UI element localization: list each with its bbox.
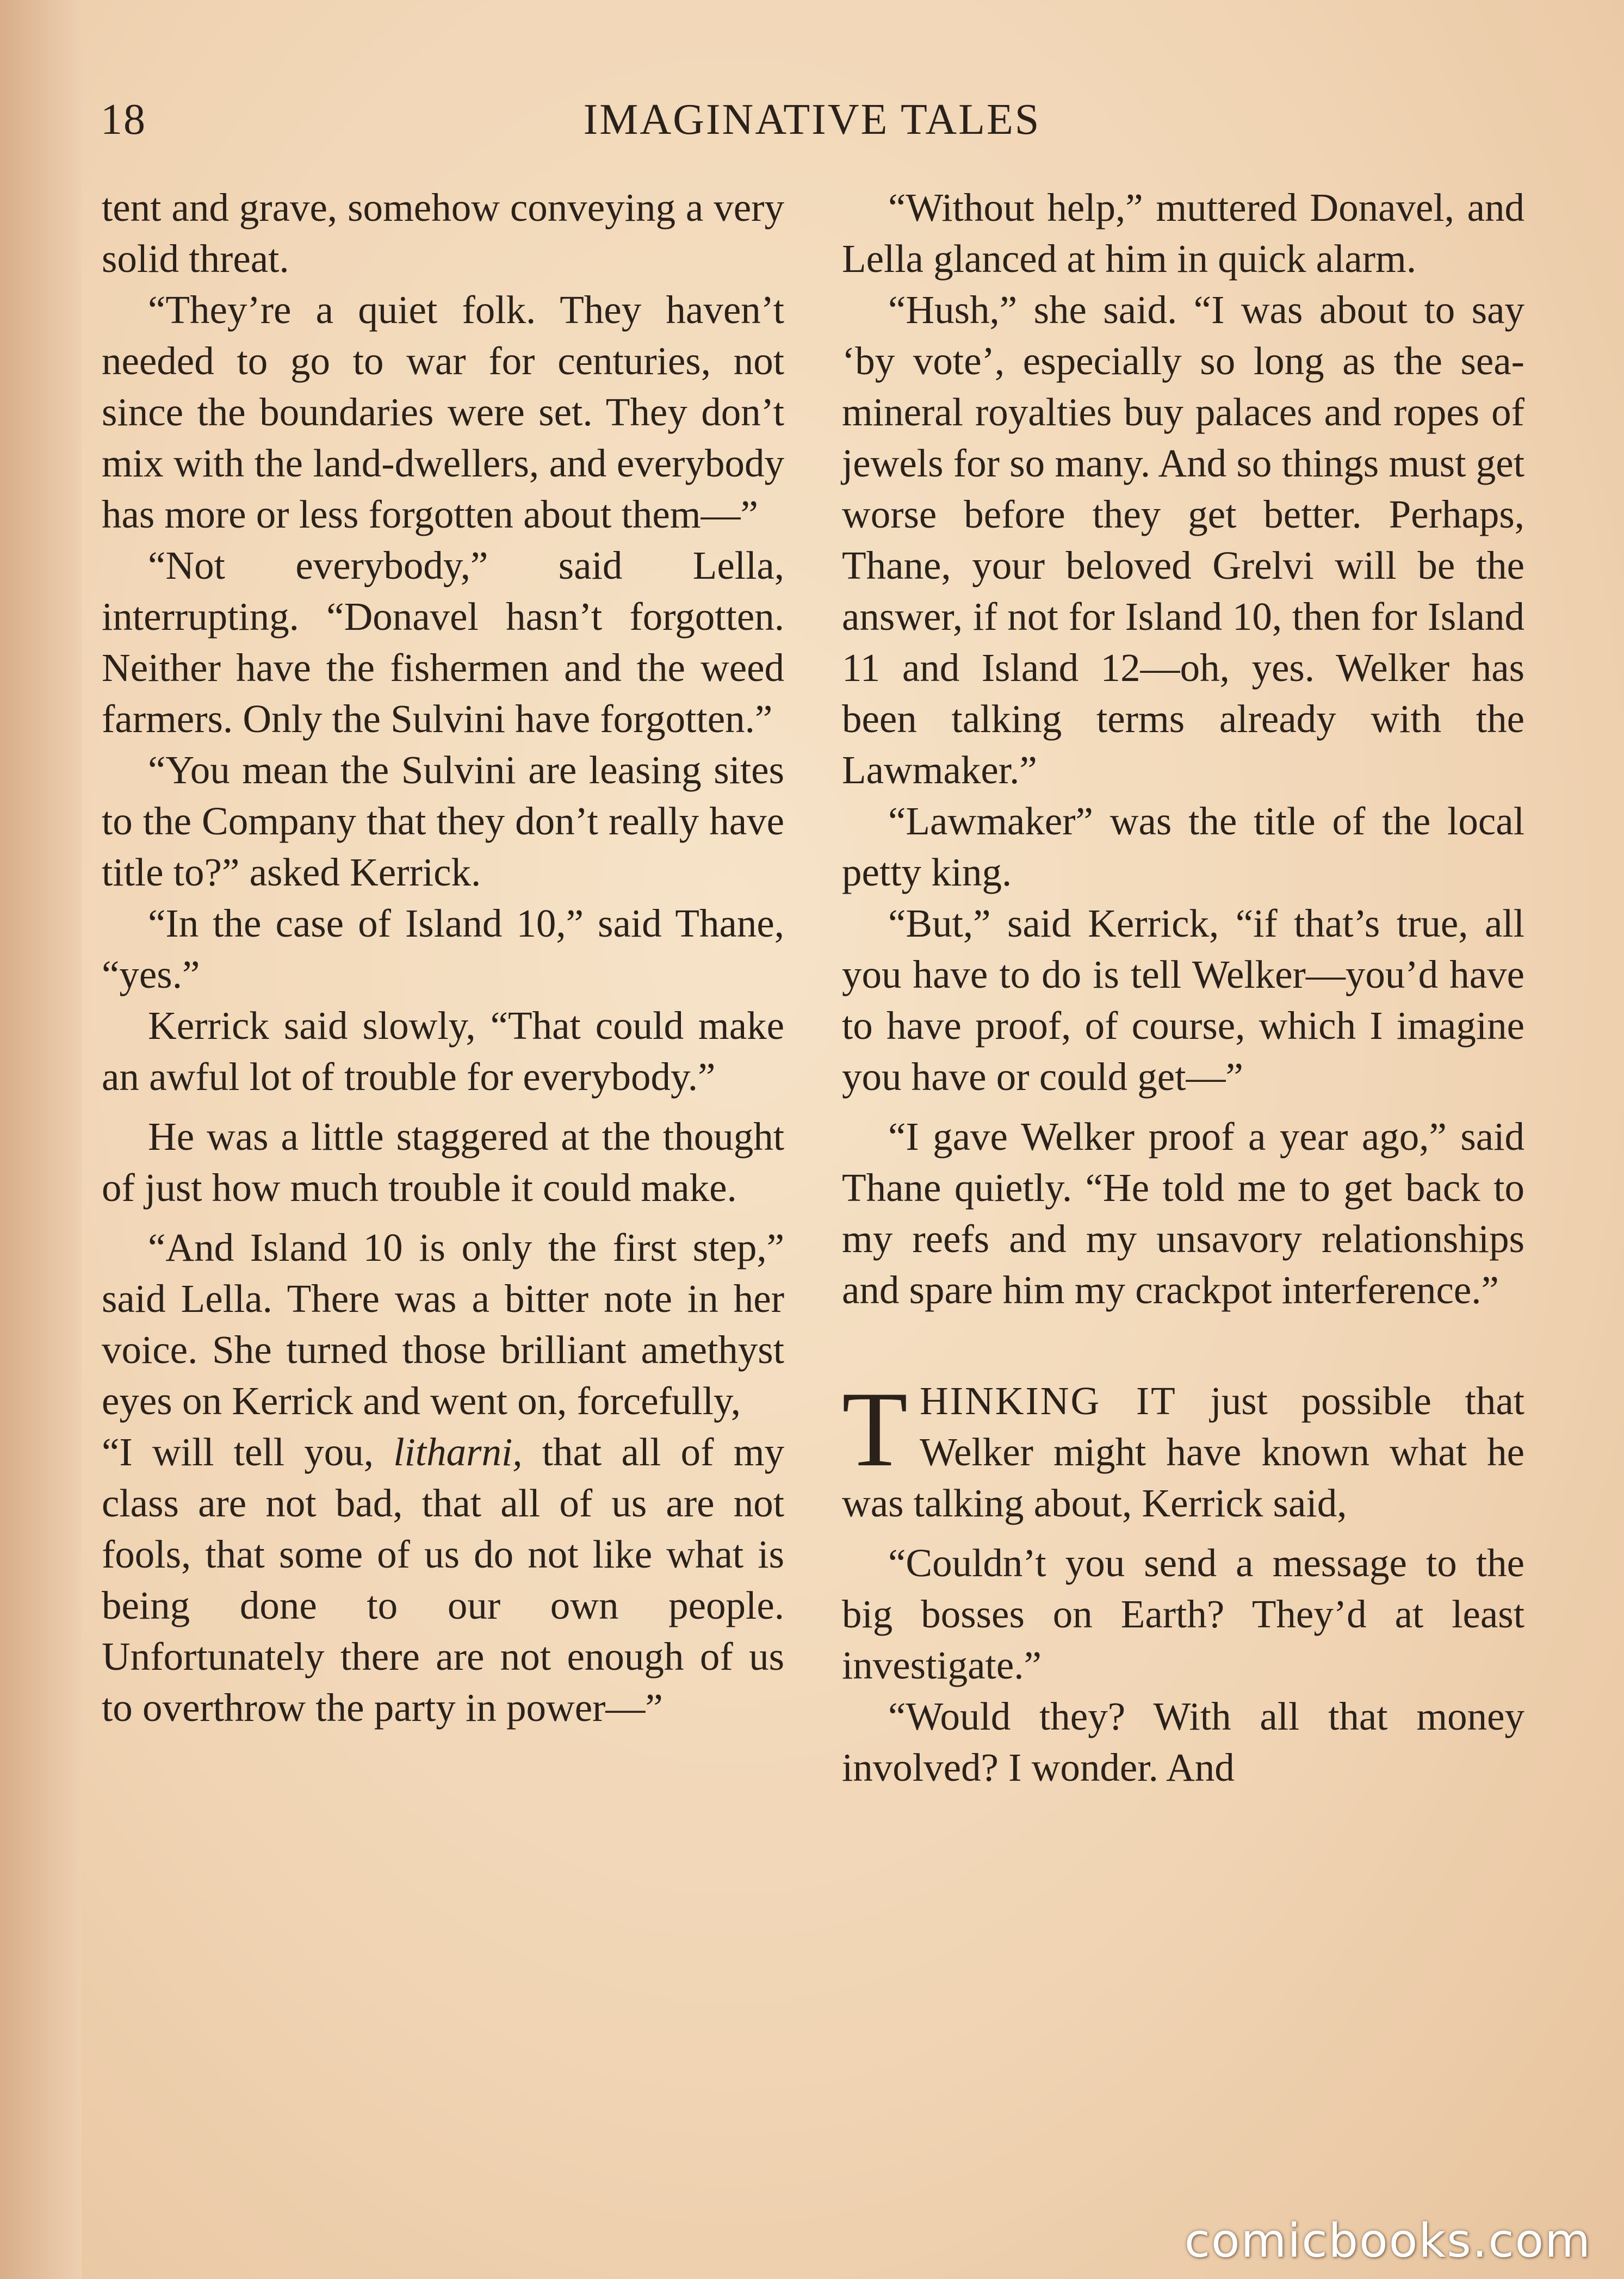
- paragraph: “Lawmaker” was the title of the local petty king.: [842, 799, 1524, 894]
- text-run: that all of my class are not bad, that all of us are not fools, that some of us do not like what is being done to our own people. Unfortunately there are not enough of us to overthrow the party in power—”: [102, 1430, 784, 1730]
- paragraph: “Couldn’t you send a message to the big bosses on Earth? They’d at least investigate.”: [842, 1541, 1524, 1687]
- paragraph: Kerrick said slowly, “That could make an awful lot of trouble for everybody.”: [102, 1004, 784, 1099]
- small-caps-lead: HINKING IT: [919, 1379, 1177, 1423]
- paragraph: “I gave Welker proof a year ago,” said Thane quietly. “He told me to get back to my reefs and my unsavory relationships and spare him my crackpot interference.”: [842, 1114, 1524, 1312]
- paragraph: [102, 1427, 784, 1733]
- paragraph: “In the case of Island 10,” said Thane, “yes.”: [102, 901, 784, 996]
- paragraph: “Would they? With all that money involved? I wonder. And: [842, 1694, 1524, 1789]
- text-run: “I will tell you,: [102, 1430, 394, 1474]
- right-column: [842, 182, 1524, 1793]
- paragraph: “And Island 10 is only the first step,” said Lella. There was a bitter note in her voice. She turned those brilliant amethyst eyes on Kerrick and went on, forcefully,: [102, 1225, 784, 1423]
- running-head-title: IMAGINATIVE TALES: [583, 96, 1041, 144]
- text-run: just possible that Welker might have known what he was talking about, Kerrick said,: [842, 1379, 1524, 1525]
- page-edge-shadow: [0, 0, 82, 2279]
- page-number: 18: [101, 96, 146, 144]
- left-column: [102, 182, 784, 1733]
- italic-word: litharni,: [393, 1430, 523, 1474]
- drop-cap: T: [842, 1370, 908, 1489]
- watermark-logo: comicbooks.com: [1184, 2214, 1591, 2268]
- section-opening-paragraph: [842, 1370, 1524, 1529]
- paragraph: “Hush,” she said. “I was about to say ‘by vote’, especially so long as the sea-mineral royalties buy palaces and ropes of jewels for so many. And so things must get worse before they get better. Perhaps, Thane, your beloved Grelvi will be the answer, if not for Island 10, then for Island 11 and Island 12—oh, yes. Welker has been talking terms already with the Lawmaker.”: [842, 288, 1524, 792]
- paragraph: “You mean the Sulvini are leasing sites to the Company that they don’t really have title to?” asked Kerrick.: [102, 748, 784, 894]
- paragraph: tent and grave, somehow conveying a very solid threat.: [102, 185, 784, 281]
- paragraph: He was a little staggered at the thought of just how much trouble it could make.: [102, 1114, 784, 1210]
- paragraph: “But,” said Kerrick, “if that’s true, all you have to do is tell Welker—you’d have to have proof, of course, which I imagine you have or could get—”: [842, 901, 1524, 1099]
- paragraph: “Not everybody,” said Lella, interrupting. “Donavel hasn’t forgotten. Neither have the fishermen and the weed farmers. Only the Sulvini have forgotten.”: [102, 543, 784, 741]
- paragraph: “They’re a quiet folk. They haven’t needed to go to war for centuries, not since the boundaries were set. They don’t mix with the land-dwellers, and everybody has more or less forgotten about them—”: [102, 288, 784, 536]
- paragraph: “Without help,” muttered Donavel, and Lella glanced at him in quick alarm.: [842, 185, 1524, 281]
